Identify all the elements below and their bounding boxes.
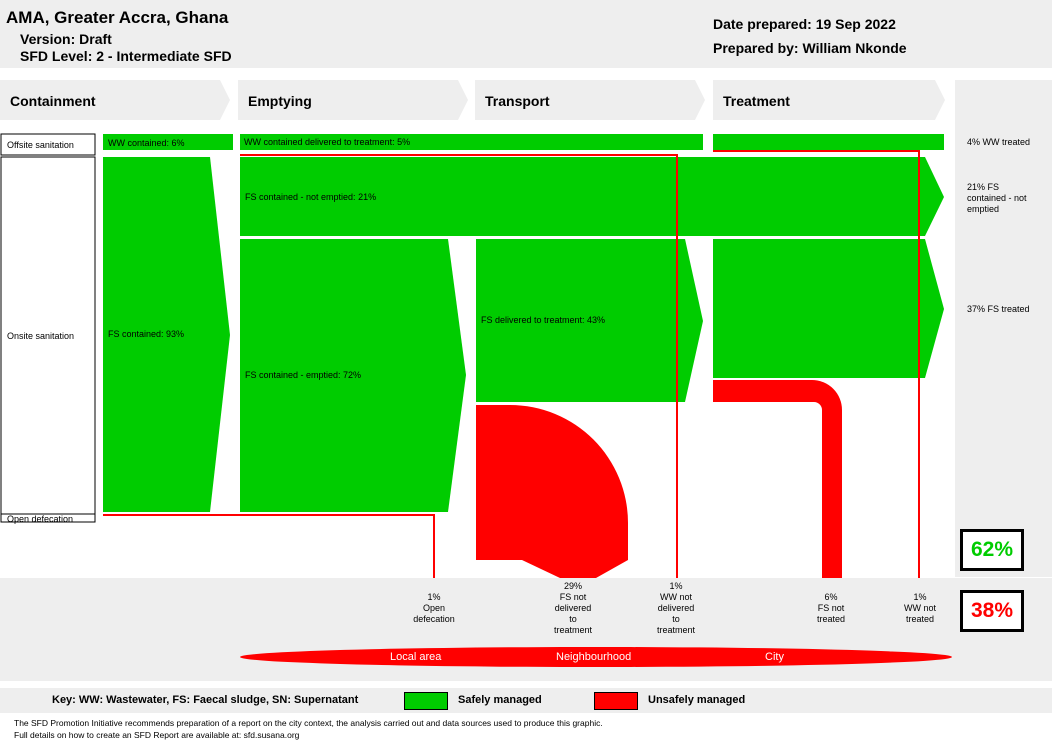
key-safe-swatch xyxy=(404,692,448,710)
footer-line2: Full details on how to create an SFD Report are available at: sfd.susana.org xyxy=(14,730,300,740)
unsafe-label-ww-not-delivered: 1% WW not delivered to treatment xyxy=(656,581,696,635)
outcome-fs-treated: 37% FS treated xyxy=(967,304,1030,314)
unsafe-label-fs-not-delivered: 29% FS not delivered to treatment xyxy=(553,581,593,635)
stage-emptying: Emptying xyxy=(248,93,312,109)
key-unsafe-label: Unsafely managed xyxy=(648,694,746,706)
label-ww-delivered: WW contained delivered to treatment: 5% xyxy=(244,137,411,147)
footer-line1: The SFD Promotion Initiative recommends preparation of a report on the city context, the analysis carried out and data sources used to produce this graphic. xyxy=(14,718,603,728)
prepared-by: Prepared by: William Nkonde xyxy=(713,40,907,56)
label-fs-delivered: FS delivered to treatment: 43% xyxy=(481,315,606,325)
key-bar xyxy=(0,688,1052,713)
report-version: Version: Draft xyxy=(20,31,112,47)
label-ww-contained: WW contained: 6% xyxy=(108,138,185,148)
outcome-fs-not-emptied: 21% FS contained - not emptied xyxy=(967,182,1027,214)
unsafe-total: 38% xyxy=(960,590,1024,632)
unsafe-label-ww-not-treated: 1% WW not treated xyxy=(903,592,936,624)
stage-transport: Transport xyxy=(485,93,550,109)
label-fs-contained: FS contained: 93% xyxy=(108,329,185,339)
safe-total: 62% xyxy=(960,529,1024,571)
unsafe-label-fs-not-treated: 6% FS not treated xyxy=(816,592,846,624)
key-text: Key: WW: Wastewater, FS: Faecal sludge, SN: Supernatant xyxy=(52,694,359,706)
row-label-offsite: Offsite sanitation xyxy=(7,140,74,150)
flow-fs-not-treated xyxy=(713,380,842,578)
line-open-defecation xyxy=(103,515,434,578)
key-unsafe-swatch xyxy=(594,692,638,710)
date-prepared: Date prepared: 19 Sep 2022 xyxy=(713,16,896,32)
outcome-panel xyxy=(955,80,1052,577)
key-safe-label: Safely managed xyxy=(458,694,542,706)
flow-fs-treated xyxy=(713,239,944,378)
label-fs-not-emptied: FS contained - not emptied: 21% xyxy=(245,192,377,202)
stage-containment: Containment xyxy=(10,93,96,109)
outcome-ww-treated: 4% WW treated xyxy=(967,137,1031,147)
area-city: City xyxy=(765,651,784,663)
sfd-level: SFD Level: 2 - Intermediate SFD xyxy=(20,48,232,64)
area-local: Local area xyxy=(390,651,442,663)
area-neighbourhood: Neighbourhood xyxy=(556,651,632,663)
unsafe-label-open-defecation: 1% Open defecation xyxy=(413,592,455,624)
flow-ww-treated xyxy=(713,134,944,150)
header-panel xyxy=(0,0,1052,68)
flow-fs-not-delivered xyxy=(476,405,628,578)
row-label-onsite: Onsite sanitation xyxy=(7,331,75,341)
report-title: AMA, Greater Accra, Ghana xyxy=(6,8,229,27)
stage-treatment: Treatment xyxy=(723,93,790,109)
label-fs-emptied: FS contained - emptied: 72% xyxy=(245,370,362,380)
row-label-open: Open defecation xyxy=(7,514,74,524)
